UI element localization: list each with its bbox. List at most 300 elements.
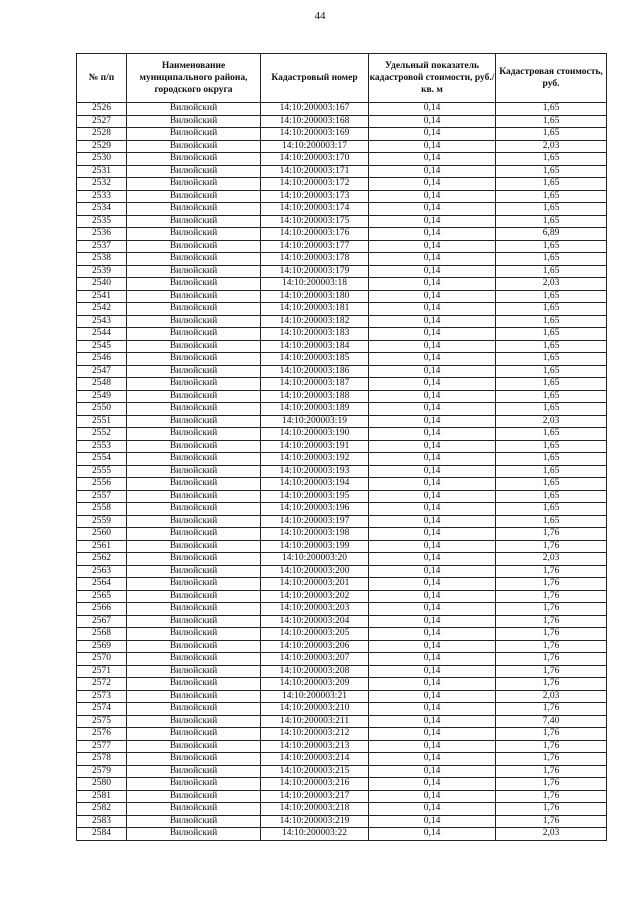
cadastral-number: 14:10:200003:197: [261, 515, 369, 528]
row-number: 2574: [77, 703, 127, 716]
row-number: 2545: [77, 340, 127, 353]
district-name: Вилюйский: [127, 315, 261, 328]
table-row: [77, 540, 607, 553]
cadastral-number: 14:10:200003:184: [261, 340, 369, 353]
specific-value: 0,14: [369, 265, 496, 278]
cadastral-number: 14:10:200003:195: [261, 490, 369, 503]
cadastral-value: 1,65: [496, 365, 607, 378]
cadastral-value: 1,65: [496, 303, 607, 316]
row-number: 2553: [77, 440, 127, 453]
district-name: Вилюйский: [127, 440, 261, 453]
specific-value: 0,14: [369, 490, 496, 503]
cadastral-number: 14:10:200003:182: [261, 315, 369, 328]
row-number: 2555: [77, 465, 127, 478]
cadastral-number: 14:10:200003:206: [261, 640, 369, 653]
cadastral-number: 14:10:200003:207: [261, 653, 369, 666]
cadastral-value: 1,65: [496, 128, 607, 141]
cadastral-number: 14:10:200003:217: [261, 790, 369, 803]
cadastral-number: 14:10:200003:211: [261, 715, 369, 728]
row-number: 2529: [77, 140, 127, 153]
row-number: 2531: [77, 165, 127, 178]
specific-value: 0,14: [369, 728, 496, 741]
cadastral-value: 1,65: [496, 478, 607, 491]
specific-value: 0,14: [369, 528, 496, 541]
district-name: Вилюйский: [127, 378, 261, 391]
row-number: 2537: [77, 240, 127, 253]
cadastral-value: 1,76: [496, 815, 607, 828]
cadastral-number: 14:10:200003:213: [261, 740, 369, 753]
specific-value: 0,14: [369, 515, 496, 528]
table-row: [77, 215, 607, 228]
specific-value: 0,14: [369, 615, 496, 628]
table-row: [77, 490, 607, 503]
row-number: 2557: [77, 490, 127, 503]
specific-value: 0,14: [369, 165, 496, 178]
district-name: Вилюйский: [127, 578, 261, 591]
cadastral-number: 14:10:200003:21: [261, 690, 369, 703]
header-specific-value: Удельный показатель кадастровой стоимости, руб./кв. м: [369, 54, 496, 103]
table-row: [77, 153, 607, 166]
cadastral-value: 1,65: [496, 215, 607, 228]
row-number: 2544: [77, 328, 127, 341]
table-row: [77, 378, 607, 391]
district-name: Вилюйский: [127, 690, 261, 703]
table-row: [77, 415, 607, 428]
specific-value: 0,14: [369, 290, 496, 303]
district-name: Вилюйский: [127, 340, 261, 353]
header-cadastral-value: Кадастровая стоимость, руб.: [496, 54, 607, 103]
cadastral-value: 1,65: [496, 490, 607, 503]
cadastral-number: 14:10:200003:178: [261, 253, 369, 266]
cadastral-number: 14:10:200003:190: [261, 428, 369, 441]
row-number: 2560: [77, 528, 127, 541]
cadastral-number: 14:10:200003:218: [261, 803, 369, 816]
row-number: 2578: [77, 753, 127, 766]
cadastral-number: 14:10:200003:19: [261, 415, 369, 428]
specific-value: 0,14: [369, 753, 496, 766]
cadastral-value: 1,76: [496, 665, 607, 678]
specific-value: 0,14: [369, 478, 496, 491]
cadastral-value: 1,76: [496, 540, 607, 553]
district-name: Вилюйский: [127, 128, 261, 141]
row-number: 2579: [77, 765, 127, 778]
specific-value: 0,14: [369, 178, 496, 191]
district-name: Вилюйский: [127, 390, 261, 403]
district-name: Вилюйский: [127, 790, 261, 803]
row-number: 2536: [77, 228, 127, 241]
cadastral-value: 2,03: [496, 415, 607, 428]
row-number: 2542: [77, 303, 127, 316]
district-name: Вилюйский: [127, 753, 261, 766]
table-row: [77, 203, 607, 216]
row-number: 2567: [77, 615, 127, 628]
district-name: Вилюйский: [127, 228, 261, 241]
row-number: 2583: [77, 815, 127, 828]
row-number: 2547: [77, 365, 127, 378]
row-number: 2573: [77, 690, 127, 703]
table-row: [77, 503, 607, 516]
specific-value: 0,14: [369, 553, 496, 566]
specific-value: 0,14: [369, 440, 496, 453]
row-number: 2566: [77, 603, 127, 616]
specific-value: 0,14: [369, 578, 496, 591]
cadastral-value: 1,65: [496, 515, 607, 528]
row-number: 2552: [77, 428, 127, 441]
cadastral-number: 14:10:200003:185: [261, 353, 369, 366]
specific-value: 0,14: [369, 303, 496, 316]
table-row: [77, 578, 607, 591]
table-row: [77, 615, 607, 628]
table-row: [77, 315, 607, 328]
table-row: [77, 278, 607, 291]
district-name: Вилюйский: [127, 365, 261, 378]
cadastral-value: 1,76: [496, 590, 607, 603]
cadastral-value: 1,65: [496, 353, 607, 366]
cadastral-number: 14:10:200003:216: [261, 778, 369, 791]
cadastral-number: 14:10:200003:210: [261, 703, 369, 716]
row-number: 2533: [77, 190, 127, 203]
table-row: [77, 115, 607, 128]
cadastral-value: 1,65: [496, 340, 607, 353]
cadastral-number: 14:10:200003:198: [261, 528, 369, 541]
district-name: Вилюйский: [127, 603, 261, 616]
cadastral-value: 1,65: [496, 403, 607, 416]
cadastral-value: 1,76: [496, 778, 607, 791]
table-header: [77, 54, 607, 103]
cadastral-number: 14:10:200003:183: [261, 328, 369, 341]
cadastral-number: 14:10:200003:191: [261, 440, 369, 453]
district-name: Вилюйский: [127, 728, 261, 741]
table-row: [77, 553, 607, 566]
specific-value: 0,14: [369, 390, 496, 403]
cadastral-number: 14:10:200003:192: [261, 453, 369, 466]
cadastral-number: 14:10:200003:208: [261, 665, 369, 678]
specific-value: 0,14: [369, 465, 496, 478]
district-name: Вилюйский: [127, 353, 261, 366]
specific-value: 0,14: [369, 328, 496, 341]
cadastral-number: 14:10:200003:203: [261, 603, 369, 616]
cadastral-number: 14:10:200003:212: [261, 728, 369, 741]
table-row: [77, 228, 607, 241]
table-row: [77, 390, 607, 403]
table-row: [77, 728, 607, 741]
district-name: Вилюйский: [127, 403, 261, 416]
district-name: Вилюйский: [127, 465, 261, 478]
cadastral-value: 1,65: [496, 103, 607, 116]
table-row: [77, 765, 607, 778]
cadastral-value: 1,76: [496, 578, 607, 591]
cadastral-number: 14:10:200003:170: [261, 153, 369, 166]
district-name: Вилюйский: [127, 828, 261, 841]
row-number: 2569: [77, 640, 127, 653]
table-row: [77, 790, 607, 803]
specific-value: 0,14: [369, 140, 496, 153]
row-number: 2571: [77, 665, 127, 678]
cadastral-value: 1,65: [496, 465, 607, 478]
table-body: [77, 103, 607, 841]
cadastral-value: 1,76: [496, 765, 607, 778]
row-number: 2543: [77, 315, 127, 328]
specific-value: 0,14: [369, 828, 496, 841]
district-name: Вилюйский: [127, 715, 261, 728]
specific-value: 0,14: [369, 703, 496, 716]
specific-value: 0,14: [369, 503, 496, 516]
cadastral-number: 14:10:200003:205: [261, 628, 369, 641]
cadastral-value: 6,89: [496, 228, 607, 241]
row-number: 2570: [77, 653, 127, 666]
cadastral-value: 1,76: [496, 653, 607, 666]
table-row: [77, 528, 607, 541]
row-number: 2565: [77, 590, 127, 603]
table-row: [77, 590, 607, 603]
cadastral-value: 7,40: [496, 715, 607, 728]
row-number: 2538: [77, 253, 127, 266]
specific-value: 0,14: [369, 203, 496, 216]
row-number: 2575: [77, 715, 127, 728]
cadastral-number: 14:10:200003:204: [261, 615, 369, 628]
row-number: 2535: [77, 215, 127, 228]
cadastral-number: 14:10:200003:172: [261, 178, 369, 191]
specific-value: 0,14: [369, 678, 496, 691]
specific-value: 0,14: [369, 778, 496, 791]
district-name: Вилюйский: [127, 265, 261, 278]
district-name: Вилюйский: [127, 165, 261, 178]
district-name: Вилюйский: [127, 590, 261, 603]
row-number: 2532: [77, 178, 127, 191]
specific-value: 0,14: [369, 690, 496, 703]
specific-value: 0,14: [369, 715, 496, 728]
specific-value: 0,14: [369, 115, 496, 128]
district-name: Вилюйский: [127, 415, 261, 428]
cadastral-number: 14:10:200003:193: [261, 465, 369, 478]
district-name: Вилюйский: [127, 278, 261, 291]
table-row: [77, 515, 607, 528]
table-row: [77, 815, 607, 828]
table-row: [77, 803, 607, 816]
district-name: Вилюйский: [127, 103, 261, 116]
header-district: Наименование муниципального района, городского округа: [127, 54, 261, 103]
cadastral-value: 2,03: [496, 690, 607, 703]
table-row: [77, 690, 607, 703]
row-number: 2550: [77, 403, 127, 416]
cadastral-value: 1,65: [496, 178, 607, 191]
specific-value: 0,14: [369, 453, 496, 466]
row-number: 2527: [77, 115, 127, 128]
district-name: Вилюйский: [127, 640, 261, 653]
cadastral-number: 14:10:200003:181: [261, 303, 369, 316]
row-number: 2530: [77, 153, 127, 166]
cadastral-value: 1,76: [496, 615, 607, 628]
cadastral-number: 14:10:200003:17: [261, 140, 369, 153]
district-name: Вилюйский: [127, 290, 261, 303]
cadastral-value: 1,65: [496, 240, 607, 253]
table-row: [77, 303, 607, 316]
cadastral-value: 1,65: [496, 253, 607, 266]
cadastral-value: 1,76: [496, 528, 607, 541]
table-row: [77, 428, 607, 441]
district-name: Вилюйский: [127, 765, 261, 778]
specific-value: 0,14: [369, 315, 496, 328]
table-row: [77, 265, 607, 278]
district-name: Вилюйский: [127, 428, 261, 441]
row-number: 2581: [77, 790, 127, 803]
district-name: Вилюйский: [127, 153, 261, 166]
cadastral-number: 14:10:200003:177: [261, 240, 369, 253]
table-row: [77, 403, 607, 416]
cadastral-value: 1,76: [496, 678, 607, 691]
specific-value: 0,14: [369, 353, 496, 366]
page-number: 44: [314, 10, 326, 22]
row-number: 2540: [77, 278, 127, 291]
cadastral-number: 14:10:200003:175: [261, 215, 369, 228]
district-name: Вилюйский: [127, 703, 261, 716]
table-row: [77, 165, 607, 178]
cadastral-number: 14:10:200003:202: [261, 590, 369, 603]
row-number: 2559: [77, 515, 127, 528]
district-name: Вилюйский: [127, 740, 261, 753]
specific-value: 0,14: [369, 378, 496, 391]
table-row: [77, 665, 607, 678]
cadastral-number: 14:10:200003:176: [261, 228, 369, 241]
district-name: Вилюйский: [127, 190, 261, 203]
cadastral-number: 14:10:200003:219: [261, 815, 369, 828]
row-number: 2556: [77, 478, 127, 491]
cadastral-number: 14:10:200003:188: [261, 390, 369, 403]
row-number: 2582: [77, 803, 127, 816]
district-name: Вилюйский: [127, 540, 261, 553]
cadastral-value: 1,65: [496, 190, 607, 203]
cadastral-value: 1,76: [496, 753, 607, 766]
specific-value: 0,14: [369, 365, 496, 378]
district-name: Вилюйский: [127, 615, 261, 628]
table-row: [77, 640, 607, 653]
table-row: [77, 628, 607, 641]
specific-value: 0,14: [369, 653, 496, 666]
cadastral-value: 1,76: [496, 565, 607, 578]
table-row: [77, 778, 607, 791]
table-row: [77, 703, 607, 716]
district-name: Вилюйский: [127, 215, 261, 228]
specific-value: 0,14: [369, 415, 496, 428]
cadastral-number: 14:10:200003:189: [261, 403, 369, 416]
table-row: [77, 465, 607, 478]
specific-value: 0,14: [369, 215, 496, 228]
table-row: [77, 653, 607, 666]
specific-value: 0,14: [369, 628, 496, 641]
specific-value: 0,14: [369, 665, 496, 678]
cadastral-number: 14:10:200003:174: [261, 203, 369, 216]
cadastral-value: 1,76: [496, 740, 607, 753]
specific-value: 0,14: [369, 403, 496, 416]
cadastral-number: 14:10:200003:196: [261, 503, 369, 516]
cadastral-value: 1,76: [496, 803, 607, 816]
cadastral-number: 14:10:200003:187: [261, 378, 369, 391]
district-name: Вилюйский: [127, 503, 261, 516]
row-number: 2539: [77, 265, 127, 278]
cadastral-number: 14:10:200003:20: [261, 553, 369, 566]
table-row: [77, 290, 607, 303]
cadastral-value: 1,65: [496, 453, 607, 466]
header-num: № п/п: [77, 54, 127, 103]
cadastral-number: 14:10:200003:209: [261, 678, 369, 691]
table-row: [77, 253, 607, 266]
table-row: [77, 678, 607, 691]
row-number: 2554: [77, 453, 127, 466]
specific-value: 0,14: [369, 190, 496, 203]
specific-value: 0,14: [369, 815, 496, 828]
cadastral-number: 14:10:200003:18: [261, 278, 369, 291]
cadastral-value: 1,65: [496, 428, 607, 441]
specific-value: 0,14: [369, 278, 496, 291]
specific-value: 0,14: [369, 240, 496, 253]
cadastral-number: 14:10:200003:201: [261, 578, 369, 591]
cadastral-value: 1,65: [496, 115, 607, 128]
cadastral-number: 14:10:200003:186: [261, 365, 369, 378]
table-row: [77, 190, 607, 203]
cadastral-value: 1,65: [496, 153, 607, 166]
table-row: [77, 715, 607, 728]
cadastral-value: 1,65: [496, 265, 607, 278]
district-name: Вилюйский: [127, 778, 261, 791]
district-name: Вилюйский: [127, 478, 261, 491]
cadastral-value: 1,65: [496, 390, 607, 403]
table-row: [77, 740, 607, 753]
cadastral-table: [76, 53, 607, 841]
row-number: 2563: [77, 565, 127, 578]
table-row: [77, 365, 607, 378]
cadastral-value: 2,03: [496, 828, 607, 841]
cadastral-value: 1,65: [496, 328, 607, 341]
district-name: Вилюйский: [127, 240, 261, 253]
district-name: Вилюйский: [127, 665, 261, 678]
row-number: 2577: [77, 740, 127, 753]
specific-value: 0,14: [369, 428, 496, 441]
specific-value: 0,14: [369, 153, 496, 166]
table-row: [77, 440, 607, 453]
district-name: Вилюйский: [127, 565, 261, 578]
specific-value: 0,14: [369, 590, 496, 603]
cadastral-value: 1,76: [496, 628, 607, 641]
specific-value: 0,14: [369, 253, 496, 266]
table-row: [77, 103, 607, 116]
specific-value: 0,14: [369, 340, 496, 353]
cadastral-number: 14:10:200003:194: [261, 478, 369, 491]
cadastral-number: 14:10:200003:214: [261, 753, 369, 766]
table-row: [77, 565, 607, 578]
district-name: Вилюйский: [127, 303, 261, 316]
table-row: [77, 478, 607, 491]
specific-value: 0,14: [369, 640, 496, 653]
row-number: 2564: [77, 578, 127, 591]
table-row: [77, 353, 607, 366]
district-name: Вилюйский: [127, 178, 261, 191]
specific-value: 0,14: [369, 103, 496, 116]
cadastral-number: 14:10:200003:179: [261, 265, 369, 278]
cadastral-number: 14:10:200003:22: [261, 828, 369, 841]
district-name: Вилюйский: [127, 328, 261, 341]
cadastral-value: 1,65: [496, 290, 607, 303]
row-number: 2558: [77, 503, 127, 516]
table-row: [77, 328, 607, 341]
row-number: 2561: [77, 540, 127, 553]
cadastral-value: 1,65: [496, 165, 607, 178]
table-row: [77, 340, 607, 353]
cadastral-value: 1,76: [496, 790, 607, 803]
district-name: Вилюйский: [127, 653, 261, 666]
table-row: [77, 240, 607, 253]
district-name: Вилюйский: [127, 815, 261, 828]
cadastral-number: 14:10:200003:171: [261, 165, 369, 178]
